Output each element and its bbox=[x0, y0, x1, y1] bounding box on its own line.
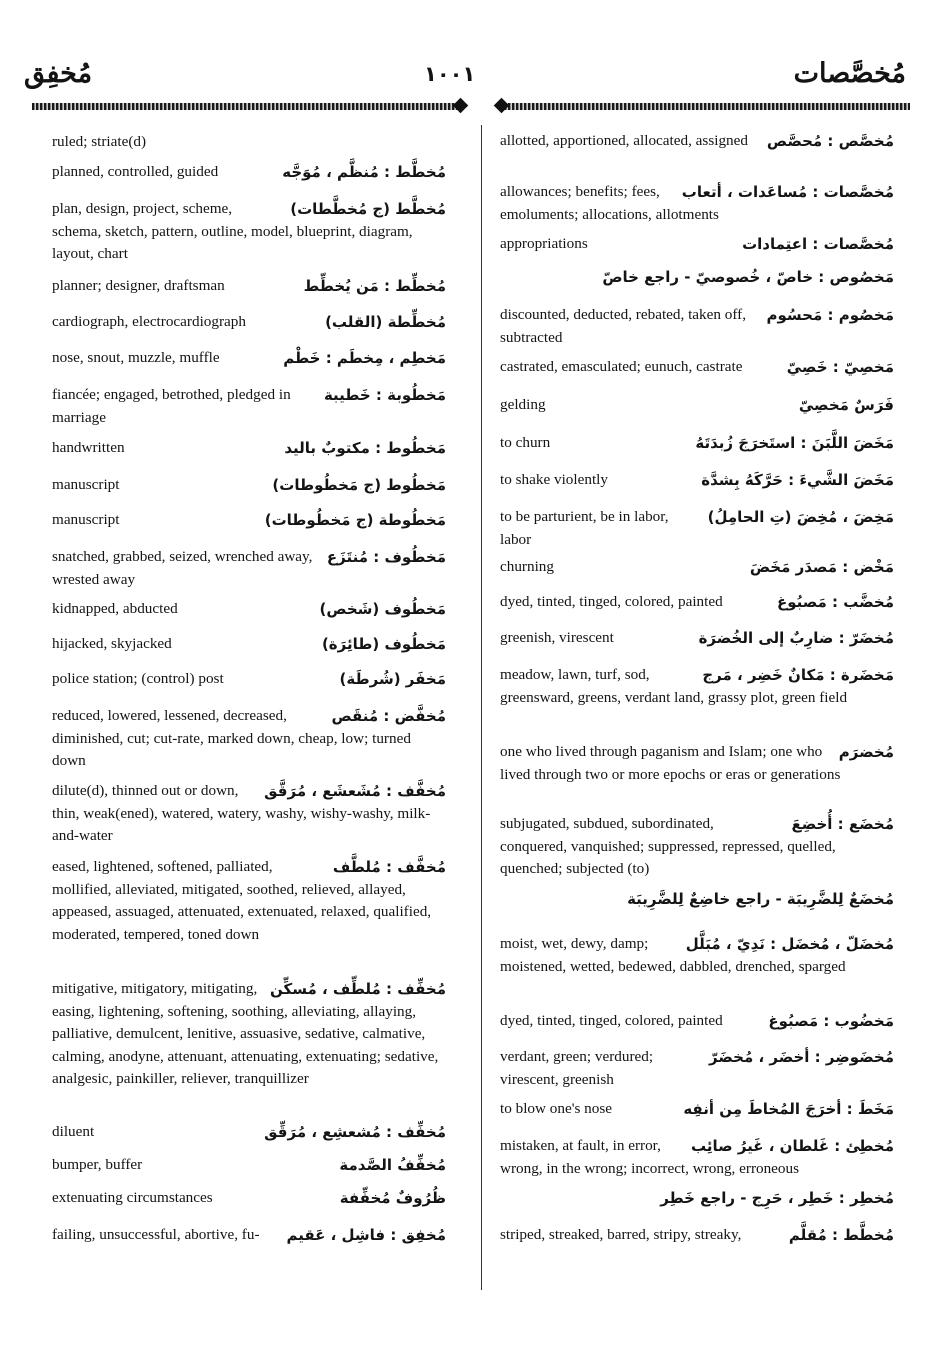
english-definition: gelding bbox=[500, 396, 546, 413]
english-definition: police station; (control) post bbox=[52, 670, 224, 687]
diamond-ornament-icon bbox=[494, 98, 510, 114]
arabic-headword: مَخَضَ اللَّبَنَ : استَخرَجَ زُبدَتَهُ bbox=[695, 434, 894, 452]
dictionary-entry bbox=[52, 1121, 446, 1144]
dictionary-entry bbox=[52, 1154, 446, 1177]
arabic-headword: مَخطُوف (طائِرَة) bbox=[321, 635, 446, 653]
english-definition: failing, unsuccessful, abortive, fu- bbox=[52, 1226, 260, 1243]
dictionary-entry bbox=[500, 181, 894, 226]
dictionary-entry bbox=[500, 888, 894, 911]
english-definition: subjugated, subdued, subordinated, conquered, vanquished; suppressed, repressed, quelled, quenched; subjected (to) bbox=[500, 815, 836, 877]
header-rule-left bbox=[32, 100, 462, 113]
english-definition: snatched, grabbed, seized, wrenched away, wrested away bbox=[52, 548, 313, 588]
arabic-headword: مَخِضَ ، مُخِضَ (تِ الحامِلُ) bbox=[707, 508, 894, 526]
english-definition: dilute(d), thinned out or down, thin, weak(ened), watered, watery, washy, wishy-washy, milk-and-water bbox=[52, 782, 431, 844]
dictionary-entry bbox=[500, 627, 894, 650]
arabic-headword: مُخصَّص : مُحصَّص bbox=[766, 132, 894, 150]
english-definition: one who lived through paganism and Islam; one who lived through two or more epochs or eras or generations bbox=[500, 743, 841, 783]
english-definition: appropriations bbox=[500, 235, 588, 252]
diamond-ornament-icon bbox=[453, 98, 469, 114]
arabic-headword: مُخضَّب : مَصبُوغ bbox=[776, 593, 894, 611]
english-definition: bumper, buffer bbox=[52, 1156, 143, 1173]
dictionary-entry bbox=[500, 741, 894, 786]
arabic-headword: مَخَطَ : أخرَجَ المُخاطَ مِن أنفِه bbox=[683, 1100, 894, 1118]
english-definition: nose, snout, muzzle, muffle bbox=[52, 349, 220, 366]
english-definition: to churn bbox=[500, 434, 551, 451]
dictionary-entry bbox=[500, 394, 894, 417]
arabic-headword: مُخضَلّ ، مُخضَل : نَدِيّ ، مُبَلَّل bbox=[685, 935, 894, 953]
english-definition: planner; designer, draftsman bbox=[52, 277, 225, 294]
arabic-headword: مُخضَرّ : ضارِبٌ إلى الخُضرَة bbox=[698, 629, 894, 647]
arabic-headword: مُخطَّط : مُنظَّم ، مُوَجَّه bbox=[282, 163, 446, 181]
english-definition: reduced, lowered, lessened, decreased, diminished, cut; cut-rate, marked down, cheap, low; turned down bbox=[52, 707, 411, 769]
english-definition: discounted, deducted, rebated, taken off, subtracted bbox=[500, 306, 747, 346]
arabic-headword: مُخفِّفُ الصَّدمة bbox=[339, 1156, 446, 1174]
english-definition: verdant, green; verdured; virescent, greenish bbox=[500, 1048, 654, 1088]
dictionary-entry bbox=[52, 198, 446, 266]
english-definition: cardiograph, electrocardiograph bbox=[52, 313, 246, 330]
arabic-headword: مَخْض : مَصدَر مَخَضَ bbox=[749, 558, 894, 576]
dictionary-entry bbox=[500, 1098, 894, 1121]
dictionary-entry bbox=[500, 1224, 894, 1247]
english-definition: mitigative, mitigatory, mitigating, easing, lightening, softening, soothing, alleviating, allaying, palliative, demulcent, lenitive, assuasive, sedative, calmative, calming, anodyne, attenuant, attenuating, extenuating; sedative, analgesic, painkiller, reliever, tranquillizer bbox=[52, 980, 439, 1087]
arabic-headword: مُخطِئ : غَلطان ، غَيرُ صائِب bbox=[690, 1137, 894, 1155]
arabic-headword: مَخطُوط : مكتوبٌ باليد bbox=[284, 439, 446, 457]
arabic-headword: مَخَضَ الشَّيءَ : حَرَّكَهُ بِشدَّة bbox=[701, 471, 894, 489]
english-definition: handwritten bbox=[52, 439, 125, 456]
arabic-headword: مُخفِق : فاشِل ، عَقيم bbox=[286, 1226, 446, 1244]
dictionary-entry bbox=[500, 356, 894, 379]
dictionary-entry bbox=[52, 384, 446, 429]
arabic-headword: ظُرُوفٌ مُخفِّفة bbox=[339, 1189, 446, 1207]
dictionary-entry bbox=[500, 130, 894, 153]
dictionary-entry bbox=[500, 266, 894, 289]
arabic-headword: مُخصَّصات : اعتِمادات bbox=[742, 235, 894, 253]
arabic-headword: مَخصُوص : خاصّ ، خُصوصيّ - راجع خاصّ bbox=[602, 268, 894, 286]
dictionary-entry bbox=[52, 780, 446, 848]
arabic-headword: مَخصُوم : مَحسُوم bbox=[766, 306, 894, 324]
header-guide-word-right: مُخصَّصات bbox=[793, 58, 906, 89]
dictionary-entry bbox=[52, 131, 446, 154]
english-definition: allotted, apportioned, allocated, assigned bbox=[500, 132, 748, 149]
dictionary-entry bbox=[500, 556, 894, 579]
dictionary-entry bbox=[500, 933, 894, 978]
arabic-headword: مُخطِر : خَطِر ، حَرِج - راجع خَطِر bbox=[660, 1189, 894, 1207]
arabic-headword: مُخضَوضِر : أخضَر ، مُخضَرّ bbox=[709, 1048, 894, 1066]
dictionary-entry bbox=[52, 668, 446, 691]
english-definition: manuscript bbox=[52, 476, 120, 493]
arabic-headword: مُخطِّط : مَن يُخطِّط bbox=[303, 277, 446, 295]
dictionary-entry bbox=[500, 591, 894, 614]
english-definition: to blow one's nose bbox=[500, 1100, 612, 1117]
dictionary-entry bbox=[500, 506, 894, 551]
column-divider bbox=[481, 125, 482, 1290]
dictionary-entry bbox=[52, 509, 446, 532]
english-definition: churning bbox=[500, 558, 554, 575]
english-definition: allowances; benefits; fees, emoluments; allocations, allotments bbox=[500, 183, 719, 223]
dictionary-entry bbox=[52, 633, 446, 656]
english-definition: castrated, emasculated; eunuch, castrate bbox=[500, 358, 743, 375]
arabic-headword: مُخفَّف : مُشَعشَع ، مُرَقَّق bbox=[264, 782, 446, 800]
english-definition: greenish, virescent bbox=[500, 629, 614, 646]
english-definition: mistaken, at fault, in error, wrong, in the wrong; incorrect, wrong, erroneous bbox=[500, 1137, 800, 1177]
arabic-headword: مَخفَر (شُرطَة) bbox=[339, 670, 446, 688]
english-definition: striped, streaked, barred, stripy, streaky, bbox=[500, 1226, 742, 1243]
arabic-headword: مُخضَعٌ لِلضَّرِيبَة - راجع خاضِعٌ لِلضَّرِيبَة bbox=[627, 890, 894, 908]
dictionary-entry bbox=[500, 1187, 894, 1210]
english-definition: ruled; striate(d) bbox=[52, 133, 147, 150]
arabic-headword: مَخضَرة : مَكانٌ خَضِر ، مَرج bbox=[702, 666, 894, 684]
arabic-headword: مُخفَّف : مُلطَّف bbox=[332, 858, 446, 876]
english-definition: planned, controlled, guided bbox=[52, 163, 219, 180]
dictionary-entry bbox=[52, 856, 446, 946]
arabic-headword: مَخطُوف : مُنتَزَع bbox=[326, 548, 446, 566]
dictionary-entry bbox=[52, 474, 446, 497]
english-definition: hijacked, skyjacked bbox=[52, 635, 172, 652]
dictionary-entry bbox=[500, 1046, 894, 1091]
arabic-headword: مَخطِم ، مِخطَم : خَطْم bbox=[283, 349, 446, 367]
english-definition: meadow, lawn, turf, sod, greensward, greens, verdant land, grassy plot, green field bbox=[500, 666, 848, 706]
dictionary-entry bbox=[500, 233, 894, 256]
dictionary-entry bbox=[52, 275, 446, 298]
dictionary-entry bbox=[52, 437, 446, 460]
arabic-headword: مُخضَع : أُخضِعَ bbox=[791, 815, 894, 833]
dictionary-entry bbox=[52, 161, 446, 184]
dictionary-entry bbox=[52, 598, 446, 621]
dictionary-entry bbox=[52, 1187, 446, 1210]
english-definition: dyed, tinted, tinged, colored, painted bbox=[500, 593, 723, 610]
arabic-headword: مَخطُوف (شَخص) bbox=[319, 600, 446, 618]
arabic-headword: مَخصِيّ : خَصِيّ bbox=[786, 358, 894, 376]
arabic-headword: مُخفِّف : مُلطِّف ، مُسكِّن bbox=[269, 980, 446, 998]
header-rule-right bbox=[500, 100, 910, 113]
english-definition: moist, wet, dewy, damp; moistened, wetted, bedewed, dabbled, drenched, sparged bbox=[500, 935, 846, 975]
arabic-headword: مُخضرَم bbox=[838, 743, 894, 761]
dictionary-entry bbox=[500, 1010, 894, 1033]
dictionary-entry bbox=[52, 705, 446, 773]
english-definition: manuscript bbox=[52, 511, 120, 528]
dictionary-entry bbox=[500, 1135, 894, 1180]
dictionary-entry bbox=[52, 347, 446, 370]
english-definition: diluent bbox=[52, 1123, 95, 1140]
arabic-headword: مَخضُوب : مَصبُوغ bbox=[768, 1012, 894, 1030]
arabic-headword: مُخطَّط : مُقلَّم bbox=[788, 1226, 894, 1244]
header-guide-word-left: مُخفِق bbox=[24, 58, 93, 89]
dictionary-entry bbox=[500, 469, 894, 492]
page-number: ١٠٠١ bbox=[424, 62, 476, 86]
english-definition: to be parturient, be in labor, labor bbox=[500, 508, 669, 548]
english-definition: kidnapped, abducted bbox=[52, 600, 178, 617]
arabic-headword: مَخطُوط (ج مَخطُوطات) bbox=[272, 476, 446, 494]
dictionary-entry bbox=[52, 1224, 446, 1247]
english-definition: to shake violently bbox=[500, 471, 608, 488]
arabic-headword: فَرَسٌ مَخصِيّ bbox=[798, 396, 894, 414]
dictionary-entry bbox=[500, 664, 894, 709]
english-definition: eased, lightened, softened, palliated, mollified, alleviated, mitigated, soothed, relieved, allayed, appeased, assuaged, attenuated, extenuated, relaxed, qualified, moderated, tempered, toned down bbox=[52, 858, 432, 943]
english-definition: plan, design, project, scheme, schema, sketch, pattern, outline, model, blueprint, diagram, layout, chart bbox=[52, 200, 413, 262]
english-definition: fiancée; engaged, betrothed, pledged in marriage bbox=[52, 386, 291, 426]
dictionary-entry bbox=[52, 311, 446, 334]
arabic-headword: مُخصَّصات : مُساعَدات ، أتعاب bbox=[681, 183, 894, 201]
dictionary-entry bbox=[52, 978, 446, 1091]
arabic-headword: مُخطَّط (ج مُخطَّطات) bbox=[290, 200, 446, 218]
arabic-headword: مُخطِّطة (القلب) bbox=[325, 313, 446, 331]
arabic-headword: مُخفِّف : مُشعشِع ، مُرَقِّق bbox=[264, 1123, 446, 1141]
dictionary-entry bbox=[500, 304, 894, 349]
arabic-headword: مَخطُوطة (ج مَخطُوطات) bbox=[264, 511, 446, 529]
arabic-headword: مُخفَّض : مُنقَص bbox=[331, 707, 446, 725]
dictionary-entry bbox=[500, 813, 894, 881]
dictionary-entry bbox=[52, 546, 446, 591]
english-definition: dyed, tinted, tinged, colored, painted bbox=[500, 1012, 723, 1029]
arabic-headword: مَخطُوبة : خَطيبة bbox=[323, 386, 446, 404]
dictionary-entry bbox=[500, 432, 894, 455]
english-definition: extenuating circumstances bbox=[52, 1189, 213, 1206]
